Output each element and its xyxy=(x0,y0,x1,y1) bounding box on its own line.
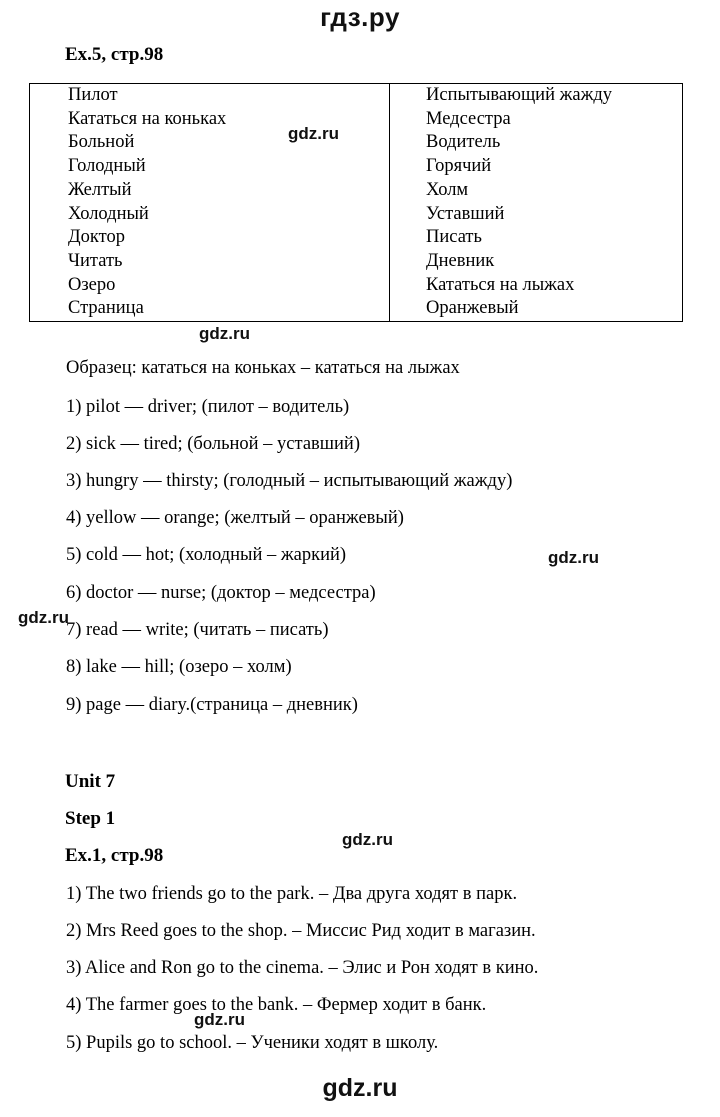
answer-line: 9) page — diary.(страница – дневник) xyxy=(66,695,358,715)
exercise1-heading: Ex.1, стр.98 xyxy=(65,845,164,866)
watermark-label: gdz.ru xyxy=(18,608,69,627)
vocab-word-left: Страница xyxy=(68,298,144,319)
vocab-word-right: Водитель xyxy=(426,132,501,153)
exercise5-heading: Ex.5, стр.98 xyxy=(65,44,164,65)
vocab-word-left: Холодный xyxy=(68,203,149,224)
vocab-word-left: Желтый xyxy=(68,179,132,200)
example-line: Образец: кататься на коньках – кататься на лыжах xyxy=(66,358,460,378)
watermark-label: gdz.ru xyxy=(288,124,339,143)
answer-line: 1) pilot — driver; (пилот – водитель) xyxy=(66,397,350,417)
watermark-label: gdz.ru xyxy=(199,324,250,343)
vocabulary-table xyxy=(29,83,683,322)
sentence-line: 5) Pupils go to school. – Ученики ходят в школу. xyxy=(66,1033,439,1053)
answer-line: 7) read — write; (читать – писать) xyxy=(66,620,329,640)
vocab-word-right: Горячий xyxy=(426,156,492,177)
vocab-word-left: Озеро xyxy=(68,274,116,295)
vocab-word-right: Дневник xyxy=(426,250,495,271)
vocab-word-right: Холм xyxy=(426,179,469,200)
sentence-line: 4) The farmer goes to the bank. – Фермер ходит в банк. xyxy=(66,995,487,1015)
answer-line: 5) cold — hot; (холодный – жаркий) xyxy=(66,545,347,565)
vocab-word-right: Кататься на лыжах xyxy=(426,274,575,295)
vocab-word-left: Читать xyxy=(68,250,123,271)
answer-line: 2) sick — tired; (больной – уставший) xyxy=(66,434,360,454)
vocab-word-right: Оранжевый xyxy=(426,298,519,319)
watermark-label: gdz.ru xyxy=(342,830,393,849)
vocab-word-left: Больной xyxy=(68,132,135,153)
watermark-label: gdz.ru xyxy=(194,1010,245,1029)
vocab-word-left: Пилот xyxy=(68,85,118,105)
vocab-word-right: Испытывающий жажду xyxy=(426,85,613,105)
step-heading: Step 1 xyxy=(65,808,116,829)
answer-line: 3) hungry — thirsty; (голодный – испытывающий жажду) xyxy=(66,471,513,491)
vocabulary-left-column xyxy=(30,84,390,322)
watermark-label: gdz.ru xyxy=(548,548,599,567)
vocab-word-right: Уставший xyxy=(426,203,505,224)
sentence-line: 3) Alice and Ron go to the cinema. – Элис и Рон ходят в кино. xyxy=(66,958,539,978)
sentence-line: 1) The two friends go to the park. – Два друга ходят в парк. xyxy=(66,884,518,904)
answer-line: 6) doctor — nurse; (доктор – медсестра) xyxy=(66,583,376,603)
unit-heading: Unit 7 xyxy=(65,771,116,792)
answer-line: 4) yellow — orange; (желтый – оранжевый) xyxy=(66,508,404,528)
answer-line: 8) lake — hill; (озеро – холм) xyxy=(66,657,292,677)
vocab-word-left: Доктор xyxy=(68,227,125,248)
vocabulary-right-column xyxy=(390,84,683,322)
vocab-word-left: Голодный xyxy=(68,156,146,177)
vocab-word-right: Медсестра xyxy=(426,108,511,129)
sentence-line: 2) Mrs Reed goes to the shop. – Миссис Рид ходит в магазин. xyxy=(66,921,536,941)
site-watermark-bottom: gdz.ru xyxy=(322,1074,398,1102)
site-watermark-top: гдз.ру xyxy=(320,2,400,32)
vocab-word-right: Писать xyxy=(426,227,482,248)
vocab-word-left: Кататься на коньках xyxy=(68,108,227,129)
